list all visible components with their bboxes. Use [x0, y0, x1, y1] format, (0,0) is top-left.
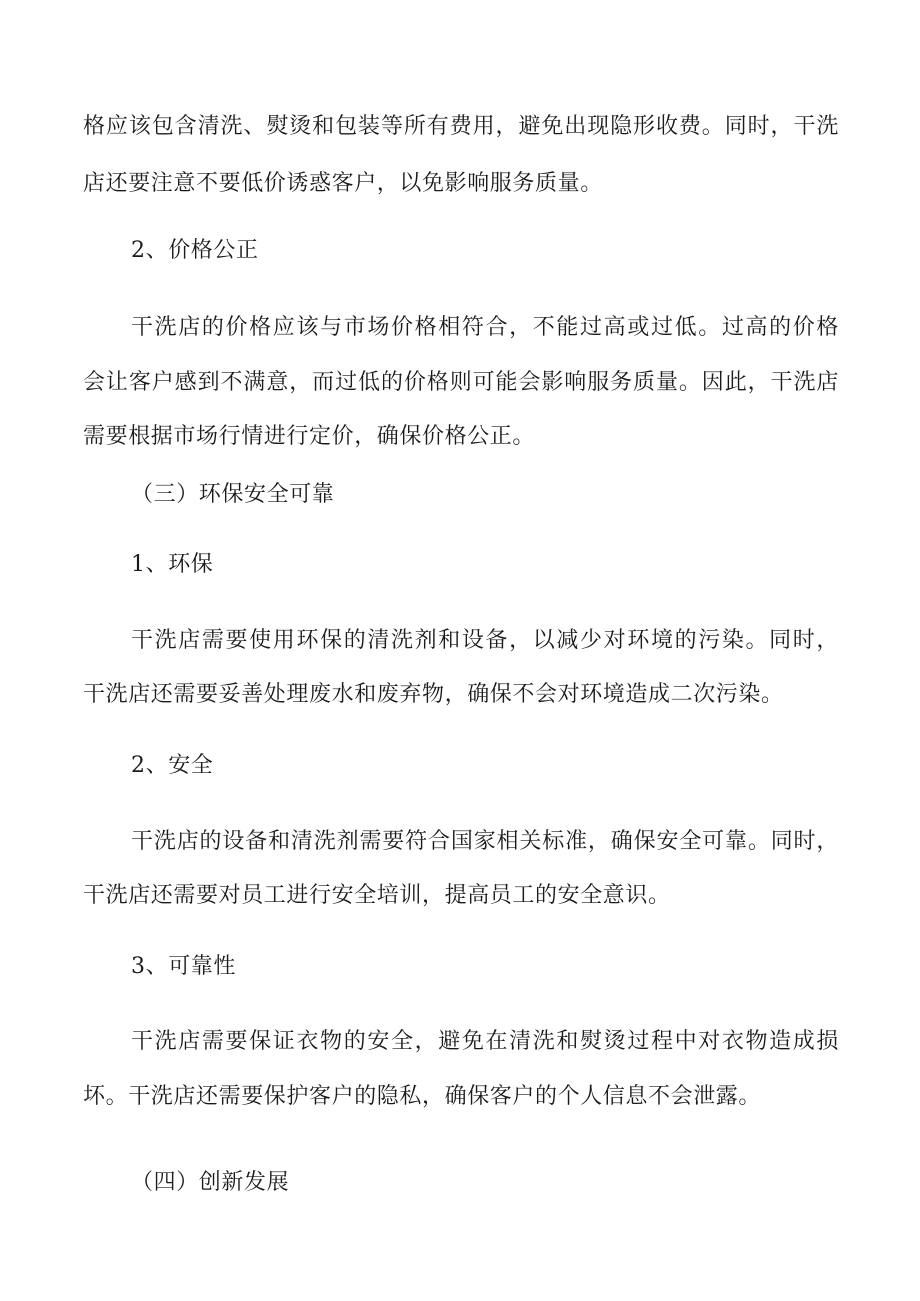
section-heading: 2、安全: [131, 753, 214, 778]
paragraph-line: 店还要注意不要低价诱惑客户，以免影响服务质量。: [83, 171, 603, 196]
chapter-heading: （三）环保安全可靠: [131, 482, 335, 507]
paragraph-line: 干洗店还需要妥善处理废水和废弃物，确保不会对环境造成二次污染。: [83, 682, 784, 707]
section-heading: 1、环保: [131, 552, 214, 577]
paragraph-line: 干洗店还需要对员工进行安全培训，提高员工的安全意识。: [83, 883, 671, 908]
paragraph-line: 干洗店的设备和清洗剂需要符合国家相关标准，确保安全可靠。同时，: [131, 829, 839, 854]
paragraph-line: 需要根据市场行情进行定价，确保价格公正。: [83, 424, 536, 449]
paragraph-line: 干洗店的价格应该与市场价格相符合，不能过高或过低。过高的价格: [131, 315, 839, 340]
paragraph-line: 坏。干洗店还需要保护客户的隐私，确保客户的个人信息不会泄露。: [83, 1084, 762, 1109]
paragraph-line: 干洗店需要使用环保的清洗剂和设备，以减少对环境的污染。同时，: [131, 628, 839, 653]
paragraph-line: 会让客户感到不满意，而过低的价格则可能会影响服务质量。因此，干洗店: [83, 370, 839, 395]
chapter-heading: （四）创新发展: [131, 1170, 290, 1195]
section-heading: 3、可靠性: [131, 954, 236, 979]
paragraph-line: 干洗店需要保证衣物的安全，避免在清洗和熨烫过程中对衣物造成损: [131, 1029, 839, 1054]
paragraph-line: 格应该包含清洗、熨烫和包装等所有费用，避免出现隐形收费。同时，干洗: [83, 114, 839, 139]
section-heading: 2、价格公正: [131, 238, 259, 263]
